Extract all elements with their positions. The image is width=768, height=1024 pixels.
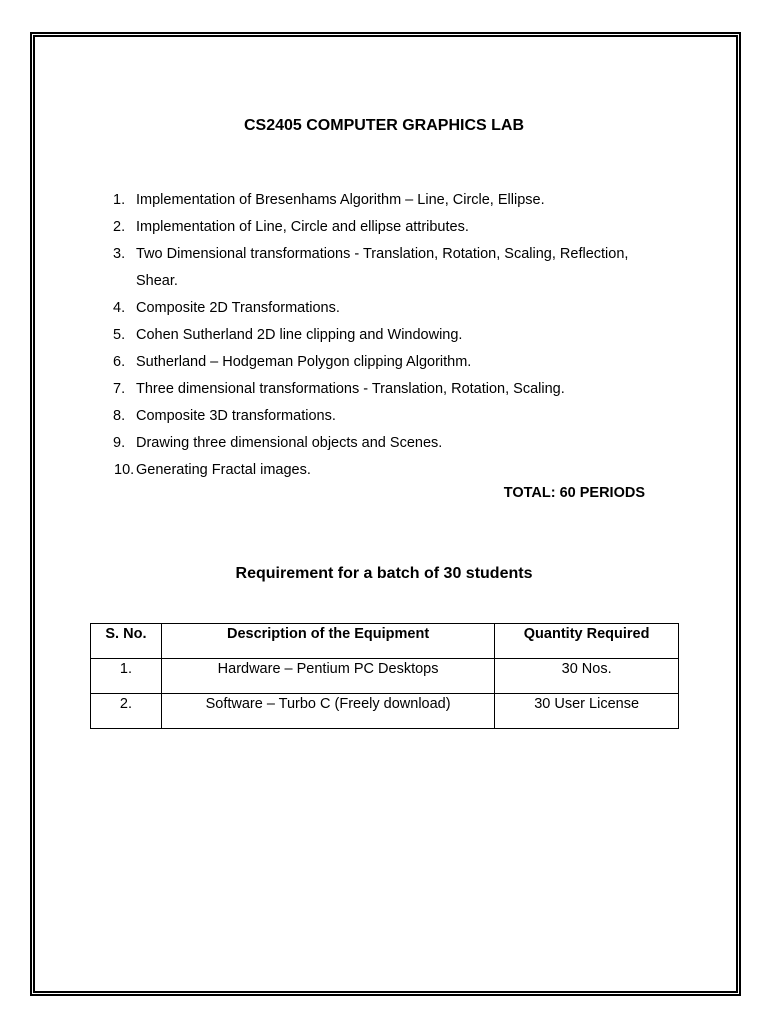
list-item-number: 4. — [113, 300, 126, 316]
list-item-number: 6. — [113, 354, 126, 370]
equipment-table — [90, 623, 679, 729]
cell-quantity: 30 Nos. — [495, 659, 679, 694]
list-item-number: 3. — [113, 246, 126, 262]
list-item-text: Composite 3D transformations. — [136, 408, 336, 424]
list-item-text: Cohen Sutherland 2D line clipping and Windowing. — [136, 327, 463, 343]
list-item-text: Two Dimensional transformations - Translation, Rotation, Scaling, Reflection, Shear. — [136, 246, 629, 289]
column-header-quantity: Quantity Required — [495, 624, 679, 659]
list-item-number: 5. — [113, 327, 126, 343]
experiment-list — [104, 187, 664, 484]
list-item-number: 7. — [113, 381, 126, 397]
list-item-number: 9. — [113, 435, 126, 451]
cell-sno: 2. — [91, 694, 162, 729]
list-item-text: Three dimensional transformations - Translation, Rotation, Scaling. — [136, 381, 565, 397]
list-item — [104, 376, 664, 403]
list-item — [104, 349, 664, 376]
list-item — [104, 322, 664, 349]
list-item-text: Implementation of Line, Circle and ellipse attributes. — [136, 219, 469, 235]
cell-quantity: 30 User License — [495, 694, 679, 729]
list-item-text: Composite 2D Transformations. — [136, 300, 340, 316]
list-item — [104, 430, 664, 457]
list-item — [104, 187, 664, 214]
list-item-text: Implementation of Bresenhams Algorithm – Line, Circle, Ellipse. — [136, 192, 545, 208]
list-item-text: Sutherland – Hodgeman Polygon clipping Algorithm. — [136, 354, 472, 370]
table-header-row — [91, 624, 679, 659]
list-item-number: 8. — [113, 408, 126, 424]
requirement-heading: Requirement for a batch of 30 students — [235, 565, 533, 582]
table-row — [91, 659, 679, 694]
list-item — [104, 457, 664, 484]
list-item-number: 1. — [113, 192, 126, 208]
cell-description: Hardware – Pentium PC Desktops — [161, 659, 494, 694]
total-periods: TOTAL: 60 PERIODS — [503, 485, 645, 501]
list-item — [104, 295, 664, 322]
page-border — [30, 32, 741, 996]
cell-description: Software – Turbo C (Freely download) — [161, 694, 494, 729]
table-row — [91, 694, 679, 729]
page-title: CS2405 COMPUTER GRAPHICS LAB — [243, 117, 525, 134]
list-item-number: 2. — [113, 219, 126, 235]
column-header-sno: S. No. — [91, 624, 162, 659]
cell-sno: 1. — [91, 659, 162, 694]
column-header-description: Description of the Equipment — [161, 624, 494, 659]
list-item — [104, 214, 664, 241]
list-item — [104, 403, 664, 430]
list-item — [104, 241, 664, 295]
list-item-number: 10. — [114, 462, 135, 478]
list-item-text: Generating Fractal images. — [136, 462, 311, 478]
list-item-text: Drawing three dimensional objects and Scenes. — [136, 435, 443, 451]
